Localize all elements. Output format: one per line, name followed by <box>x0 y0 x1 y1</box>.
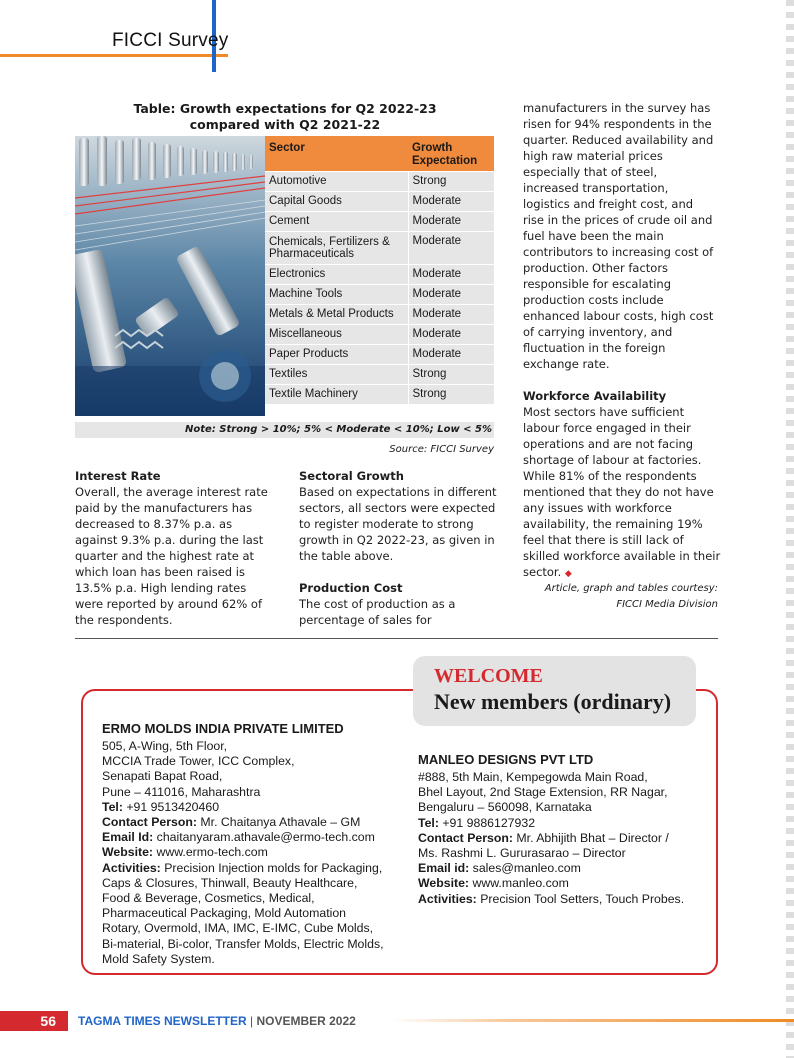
table-source: Source: FICCI Survey <box>389 444 494 455</box>
growth-cell: Moderate <box>408 231 494 264</box>
growth-cell: Moderate <box>408 211 494 231</box>
address-line: #888, 5th Main, Kempegowda Main Road, <box>418 770 648 784</box>
production-cost-continued: manufacturers in the survey has risen for 94% respondents in the quarter. Reduced availability and high raw material prices especially that of steel, increased transportation, logistics and freight cost, and rise in the prices of crude oil and fuel have been the main contributors to increasing cost of production. Other factors responsible for escalating production costs include enhanced labour costs, high cost of carrying inventory, and fluctuation in the foreign exchange rate. <box>523 101 714 371</box>
activities-label: Activities: <box>418 891 477 906</box>
sector-cell: Miscellaneous <box>265 324 408 344</box>
sector-cell: Automotive <box>265 171 408 191</box>
table-row <box>265 364 494 384</box>
table-note: Note: Strong > 10%; 5% < Moderate < 10%; Low < 5% <box>75 422 494 438</box>
sector-cell: Cement <box>265 211 408 231</box>
table-row <box>265 384 494 404</box>
footer-publication <box>78 1014 356 1028</box>
contact-line <box>418 831 703 846</box>
sector-cell: Metals & Metal Products <box>265 304 408 324</box>
growth-expectations-table <box>265 136 494 404</box>
table-title <box>120 101 450 133</box>
address-line: Pune – 411016, Maharashtra <box>102 784 261 799</box>
address-line: MCCIA Trade Tower, ICC Complex, <box>102 754 295 769</box>
courtesy-note <box>523 581 718 613</box>
welcome-subtitle: New members (ordinary) <box>434 689 672 714</box>
tel-line <box>102 800 387 815</box>
courtesy-line1: Article, graph and tables courtesy: <box>544 583 718 594</box>
activities-value: Precision Injection molds for Packaging, Caps & Closures, Thinwall, Beauty Healthcare, Food & Beverage, Cosmetics, Medical, Pharmaceutical Packaging, Mold Automation Rotary, Overmold, IMA, IMC, E-IMC, Cube Molds, Bi-material, Bi-color, Transfer Molds, Electric Molds, Mold Safety System. <box>102 860 384 966</box>
table-header-row <box>265 136 494 171</box>
interest-rate-heading: Interest Rate <box>75 469 161 483</box>
growth-cell: Moderate <box>408 264 494 284</box>
sector-cell: Machine Tools <box>265 284 408 304</box>
sector-cell: Textiles <box>265 364 408 384</box>
table-row <box>265 324 494 344</box>
address-line: Bhel Layout, 2nd Stage Extension, RR Nagar, <box>418 785 668 800</box>
email-value[interactable]: sales@manleo.com <box>472 861 581 876</box>
address-line: Bengaluru – 560098, Karnataka <box>418 800 592 815</box>
activities-line <box>102 861 387 967</box>
email-line <box>418 861 703 876</box>
tel-label: Tel: <box>102 799 123 814</box>
email-value[interactable]: chaitanyaram.athavale@ermo-tech.com <box>156 830 375 845</box>
textile-machinery-photo <box>75 136 265 416</box>
table-row <box>265 304 494 324</box>
sector-cell: Chemicals, Fertilizers & Pharmaceuticals <box>265 231 408 264</box>
growth-header-line2: Expectation <box>412 155 478 167</box>
contact-line <box>102 815 387 830</box>
page-edge-strip <box>786 0 794 1058</box>
footer-gradient-rule <box>390 1019 794 1022</box>
table-row <box>265 171 494 191</box>
member-name: ERMO MOLDS INDIA PRIVATE LIMITED <box>102 721 344 736</box>
growth-cell: Strong <box>408 364 494 384</box>
member-card <box>102 721 387 967</box>
header-orange-rule <box>0 54 228 57</box>
section-title: FICCI Survey <box>112 30 229 51</box>
workforce-body <box>523 404 721 582</box>
contact-label: Contact Person: <box>102 815 197 830</box>
welcome-banner <box>413 656 696 726</box>
website-value[interactable]: www.manleo.com <box>472 876 569 891</box>
column-header-sector: Sector <box>265 136 408 171</box>
email-line <box>102 830 387 845</box>
address-line: Senapati Bapat Road, <box>102 769 223 784</box>
sector-cell: Paper Products <box>265 344 408 364</box>
section-divider <box>75 638 718 639</box>
sectoral-growth-heading: Sectoral Growth <box>299 469 404 483</box>
website-line <box>102 845 387 860</box>
growth-cell: Moderate <box>408 344 494 364</box>
sectoral-growth-body: Based on expectations in different sectors, all sectors were expected to register moderate to strong growth in Q2 2022-23, as given in the table above. <box>299 485 497 563</box>
email-label: Email Id: <box>102 830 154 845</box>
member-name: MANLEO DESIGNS PVT LTD <box>418 752 594 767</box>
end-diamond-icon: ◆ <box>564 569 572 579</box>
activities-label: Activities: <box>102 860 161 875</box>
growth-cell: Moderate <box>408 304 494 324</box>
growth-cell: Strong <box>408 171 494 191</box>
tel-line <box>418 816 703 831</box>
column-header-growth <box>408 136 494 171</box>
website-label: Website: <box>418 876 470 891</box>
contact-value: Mr. Abhijith Bhat – Director / <box>516 830 669 845</box>
interest-rate-section <box>75 468 275 628</box>
production-cost-body: The cost of production as a percentage of sales for <box>299 597 456 627</box>
table-row <box>265 284 494 304</box>
production-cost-heading: Production Cost <box>299 581 403 595</box>
sector-cell: Textile Machinery <box>265 384 408 404</box>
welcome-label: WELCOME <box>434 665 543 687</box>
table-row <box>265 191 494 211</box>
growth-cell: Moderate <box>408 324 494 344</box>
table-row <box>265 231 494 264</box>
address-line: 505, A-Wing, 5th Floor, <box>102 739 228 753</box>
interest-rate-body: Overall, the average interest rate paid by the manufacturers has decreased to 8.37% p.a. as against 9.3% p.a. during the last quarter and the highest rate at which loan has been raised is 13.5% p.a. High lending rates were reported by around 62% of the respondents. <box>75 485 268 627</box>
sector-cell: Electronics <box>265 264 408 284</box>
website-value[interactable]: www.ermo-tech.com <box>156 845 268 860</box>
table-title-line1: Table: Growth expectations for Q2 2022-23 <box>133 101 437 116</box>
activities-line <box>418 892 703 907</box>
tel-value: +91 9886127932 <box>442 815 536 830</box>
footer-separator: | <box>246 1014 257 1028</box>
contact-value: Mr. Chaitanya Athavale – GM <box>200 815 361 830</box>
table-title-line2: compared with Q2 2021-22 <box>189 117 381 132</box>
page-number: 56 <box>0 1011 68 1031</box>
website-line <box>418 876 703 891</box>
table-row <box>265 264 494 284</box>
table-row <box>265 211 494 231</box>
tel-label: Tel: <box>418 815 439 830</box>
contact-line-2: Ms. Rashmi L. Gururasarao – Director <box>418 846 626 861</box>
website-label: Website: <box>102 845 154 860</box>
right-column <box>523 100 723 582</box>
tel-value: +91 9513420460 <box>126 799 220 814</box>
contact-label: Contact Person: <box>418 830 513 845</box>
table-row <box>265 344 494 364</box>
workforce-heading: Workforce Availability <box>523 389 667 403</box>
growth-cell: Moderate <box>408 191 494 211</box>
sector-cell: Capital Goods <box>265 191 408 211</box>
activities-value: Precision Tool Setters, Touch Probes. <box>480 891 685 906</box>
publication-name: TAGMA TIMES NEWSLETTER <box>78 1014 247 1028</box>
issue-date: NOVEMBER 2022 <box>256 1014 356 1028</box>
growth-cell: Moderate <box>408 284 494 304</box>
growth-header-line1: Growth <box>412 142 453 154</box>
workforce-text: Most sectors have sufficient labour force engaged in their operations and are not facing shortage of labour at factories. While 81% of the respondents mentioned that they do not have any issues with workforce availability, the remaining 19% feel that there is still lack of skilled workforce available in their sector. <box>523 405 721 579</box>
sectoral-growth-section <box>299 468 499 628</box>
member-card <box>418 752 703 907</box>
growth-cell: Strong <box>408 384 494 404</box>
courtesy-line2: FICCI Media Division <box>616 599 718 610</box>
email-label: Email id: <box>418 861 470 876</box>
